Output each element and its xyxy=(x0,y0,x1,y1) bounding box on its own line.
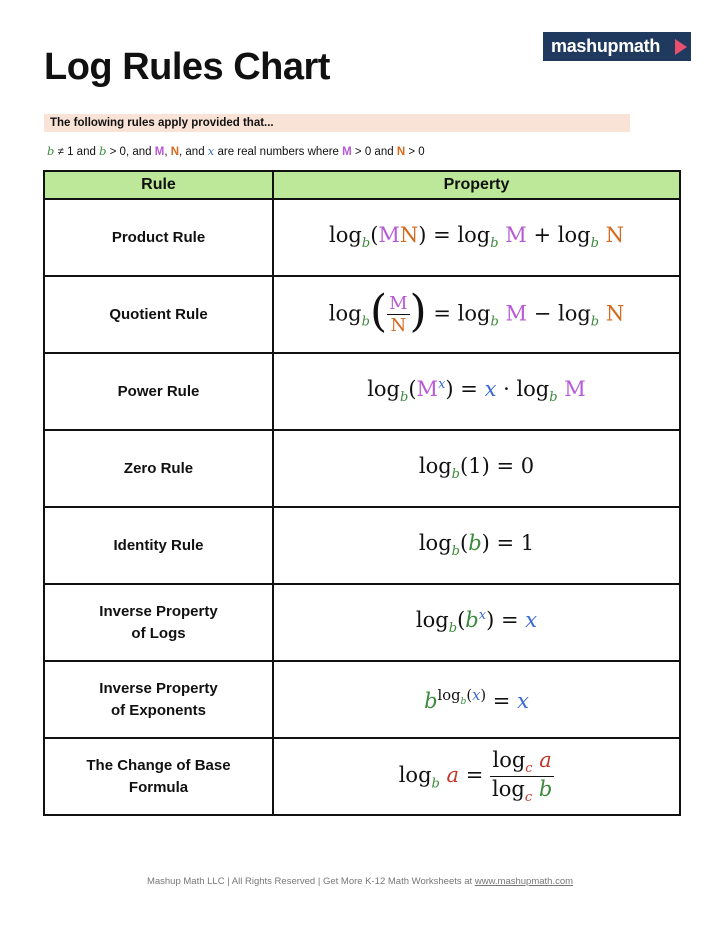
page-title: Log Rules Chart xyxy=(44,46,330,88)
table-header-row xyxy=(44,171,680,199)
formula-inverse-logs: $\log_b(b^x) = x$ xyxy=(273,584,680,661)
formula-inverse-exponents: $b^{log_b(x)} = x$ xyxy=(273,661,680,738)
table-row xyxy=(44,430,680,507)
table-row xyxy=(44,507,680,584)
formula-quotient: $\log_b$( $\frac{M}{N}$ ) = $\log_b M - \log_b N$ xyxy=(273,276,680,353)
rule-name-quotient: Quotient Rule xyxy=(44,276,273,353)
log-rules-table xyxy=(43,170,681,816)
rule-name-product: Product Rule xyxy=(44,199,273,276)
table-row xyxy=(44,661,680,738)
rule-name-inverse-exponents: Inverse Property of Exponents xyxy=(44,661,273,738)
rule-name-power: Power Rule xyxy=(44,353,273,430)
footer-link[interactable]: www.mashupmath.com xyxy=(474,876,574,887)
rule-name-inverse-logs: Inverse Property of Logs xyxy=(44,584,273,661)
formula-product: $\log_b(MN) = \log_b M + \log_b N$ xyxy=(273,199,680,276)
header-rule: Rule xyxy=(44,171,273,199)
formula-power: $\log_b(M^x) = x \cdot \log_b M$ xyxy=(273,353,680,430)
rule-name-zero: Zero Rule xyxy=(44,430,273,507)
formula-identity: $\log_b(b) = 1$ xyxy=(273,507,680,584)
footer: Mashup Math LLC | All Rights Reserved | Get More K-12 Math Worksheets at www.mashupmath.com xyxy=(146,876,574,887)
table-row xyxy=(44,199,680,276)
rule-name-identity: Identity Rule xyxy=(44,507,273,584)
formula-change-of-base: $\log_b a$ = $\frac{\log_c a}{\log_c b}$ xyxy=(273,738,680,815)
table-row xyxy=(44,276,680,353)
table-row xyxy=(44,738,680,815)
mashupmath-logo: mashupmath xyxy=(543,32,691,61)
conditions-text: b ≠ 1 and b > 0, and M, N, and x are real numbers where M > 0 and N > 0 xyxy=(47,144,425,158)
rule-name-change-of-base: The Change of Base Formula xyxy=(44,738,273,815)
table-row xyxy=(44,353,680,430)
conditions-heading: The following rules apply provided that... xyxy=(44,114,630,132)
formula-zero: $\log_b(1) = 0$ xyxy=(273,430,680,507)
header-property: Property xyxy=(273,171,680,199)
table-row xyxy=(44,584,680,661)
play-icon xyxy=(675,39,687,55)
